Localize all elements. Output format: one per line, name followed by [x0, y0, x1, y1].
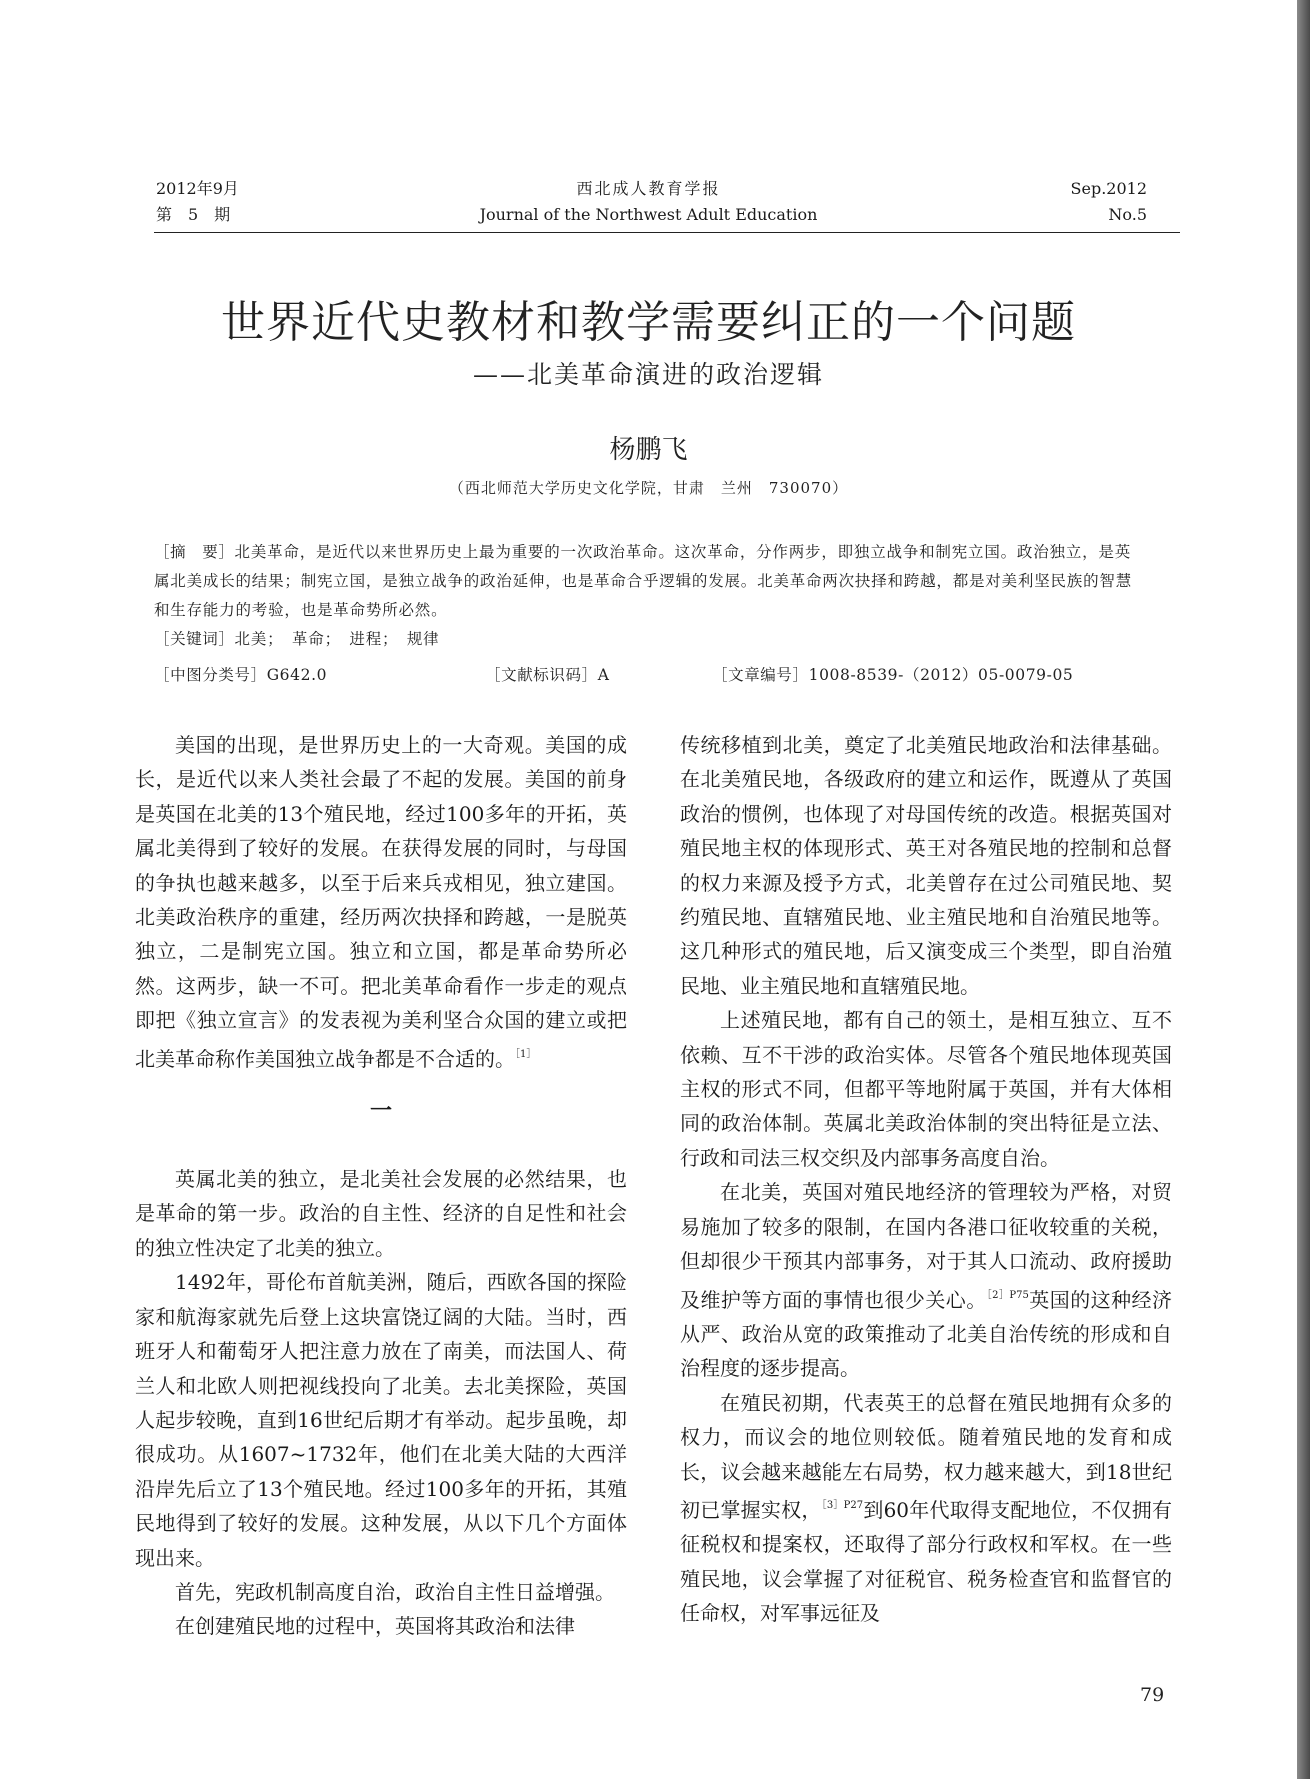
- body-paragraph: 在创建殖民地的过程中，英国将其政治和法律: [175, 1614, 575, 1639]
- paragraph-text: 在殖民初期，代表英王的总督在殖民地拥有众多的权力，而议会的地位则较低。随着殖民地的发育和成长，议会越来越能左右局势，权力越来越大，到18世纪初已掌握实权，: [680, 1390, 1172, 1522]
- body-paragraph: [680, 1386, 1172, 1631]
- header-rule: [154, 232, 1180, 233]
- body-paragraph: [135, 728, 627, 1076]
- right-column: [680, 728, 1172, 1631]
- article-no-value: 1008-8539-（2012）05-0079-05: [808, 666, 1074, 684]
- author-name: 杨鹏飞: [609, 435, 688, 465]
- clc-label: ［中图分类号］: [154, 666, 267, 684]
- keywords-label: ［关键词］: [154, 630, 235, 648]
- article-subtitle: ——北美革命演进的政治逻辑: [472, 360, 824, 389]
- journal-name-cn: 西北成人教育学报: [576, 179, 721, 198]
- keywords-text: 北美； 革命； 进程； 规律: [234, 630, 440, 648]
- body-paragraph: 1492年，哥伦布首航美洲，随后，西欧各国的探险家和航海家就先后登上这块富饶辽阔的大陆。当时，西班牙人和葡萄牙人把注意力放在了南美，而法国人、荷兰人和北欧人则把视线投向了北美。去北美探险，英国人起步较晚，直到16世纪后期才有举动。起步虽晚，却很成功。从1607~1732年，他们在北美大陆的大西洋沿岸先后立了13个殖民地。经过100多年的开拓，其殖民地得到了较好的发展。这种发展，从以下几个方面体现出来。: [135, 1270, 627, 1570]
- header-issue-en: No.5: [1108, 205, 1147, 224]
- body-paragraph: [680, 1175, 1172, 1385]
- article-no-label: ［文章编号］: [712, 666, 809, 684]
- citation-ref: ［3］P27: [821, 1499, 864, 1511]
- viewer-scroll-edge: [1297, 0, 1310, 1779]
- citation-ref: ［2］P75: [986, 1289, 1029, 1301]
- section-heading: 一: [369, 1098, 392, 1125]
- abstract-label: ［摘 要］: [154, 543, 235, 561]
- abstract-paragraph: [154, 538, 1144, 625]
- paragraph-text: 在北美，英国对殖民地经济的管理较为严格，对贸易施加了较多的限制，在国内各港口征收较重的关税，但却很少干预其内部事务，对于其人口流动、政府援助及维护等方面的事情也很少关心。: [680, 1180, 1172, 1312]
- header-issue-cn: 第 5 期: [156, 205, 231, 224]
- keywords-line: [154, 625, 1144, 654]
- author-affiliation: （西北师范大学历史文化学院，甘肃 兰州 730070）: [448, 479, 849, 497]
- clc-line: [154, 661, 327, 690]
- journal-name-en: Journal of the Northwest Adult Education: [479, 205, 818, 224]
- left-column: [135, 728, 627, 1644]
- abstract-block: [154, 538, 1144, 654]
- doc-code-value: A: [597, 666, 610, 684]
- abstract-text: 北美革命，是近代以来世界历史上最为重要的一次政治革命。这次革命，分作两步，即独立战争和制宪立国。政治独立，是英属北美成长的结果；制宪立国，是独立战争的政治延伸，也是革命合乎逻辑的发展。北美革命两次抉择和跨越，都是对美利坚民族的智慧和生存能力的考验，也是革命势所必然。: [154, 543, 1133, 619]
- doc-code-line: [485, 661, 610, 690]
- body-paragraph: 英属北美的独立，是北美社会发展的必然结果，也是革命的第一步。政治的自主性、经济的自足性和社会的独立性决定了北美的独立。: [135, 1167, 627, 1260]
- article-no-line: [712, 661, 1073, 690]
- article-title: 世界近代史教材和教学需要纠正的一个问题: [221, 297, 1076, 348]
- paragraph-text: 美国的出现，是世界历史上的一大奇观。美国的成长，是近代以来人类社会最了不起的发展。美国的前身是英国在北美的13个殖民地，经过100多年的开拓，英属北美得到了较好的发展。在获得发展的同时，与母国的争执也越来越多，以至于后来兵戎相见，独立建国。北美政治秩序的重建，经历两次抉择和跨越，一是脱英独立，二是制宪立国。独立和立国，都是革命势所必然。这两步，缺一不可。把北美革命看作一步走的观点即把《独立宣言》的发表视为美利坚合众国的建立或把北美革命称作美国独立战争都是不合适的。: [135, 733, 627, 1071]
- header-date-en: Sep.2012: [1070, 179, 1147, 198]
- page-number: 79: [1140, 1684, 1165, 1706]
- header-right: [1071, 176, 1147, 228]
- clc-value: G642.0: [266, 666, 328, 684]
- citation-ref: ［1］: [515, 1048, 537, 1060]
- body-paragraph: 上述殖民地，都有自己的领土，是相互独立、互不依赖、互不干涉的政治实体。尽管各个殖民地体现英国主权的形式不同，但都平等地附属于英国，并有大体相同的政治体制。英属北美政治体制的突出特征是立法、行政和司法三权交织及内部事务高度自治。: [680, 1008, 1172, 1170]
- paragraph-text: 到60年代取得支配地位，不仅拥有征税权和提案权，还取得了部分行政权和军权。在一些殖民地，议会掌握了对征税官、税务检查官和监督官的任命权，对军事远征及: [680, 1497, 1173, 1626]
- body-paragraph: 首先，宪政机制高度自治，政治自主性日益增强。: [175, 1579, 615, 1604]
- header-date-cn: 2012年9月: [156, 179, 239, 198]
- doc-code-label: ［文献标识码］: [485, 666, 598, 684]
- body-paragraph: 传统移植到北美，奠定了北美殖民地政治和法律基础。在北美殖民地，各级政府的建立和运作，既遵从了英国政治的惯例，也体现了对母国传统的改造。根据英国对殖民地主权的体现形式、英王对各殖民地的控制和总督的权力来源及授予方式，北美曾存在过公司殖民地、契约殖民地、直辖殖民地、业主殖民地和自治殖民地等。这几种形式的殖民地，后又演变成三个类型，即自治殖民地、业主殖民地和直辖殖民地。: [680, 733, 1172, 998]
- paragraph-text: 英国的这种经济从严、政治从宽的政策推动了北美自治传统的形成和自治程度的逐步提高。: [680, 1287, 1172, 1381]
